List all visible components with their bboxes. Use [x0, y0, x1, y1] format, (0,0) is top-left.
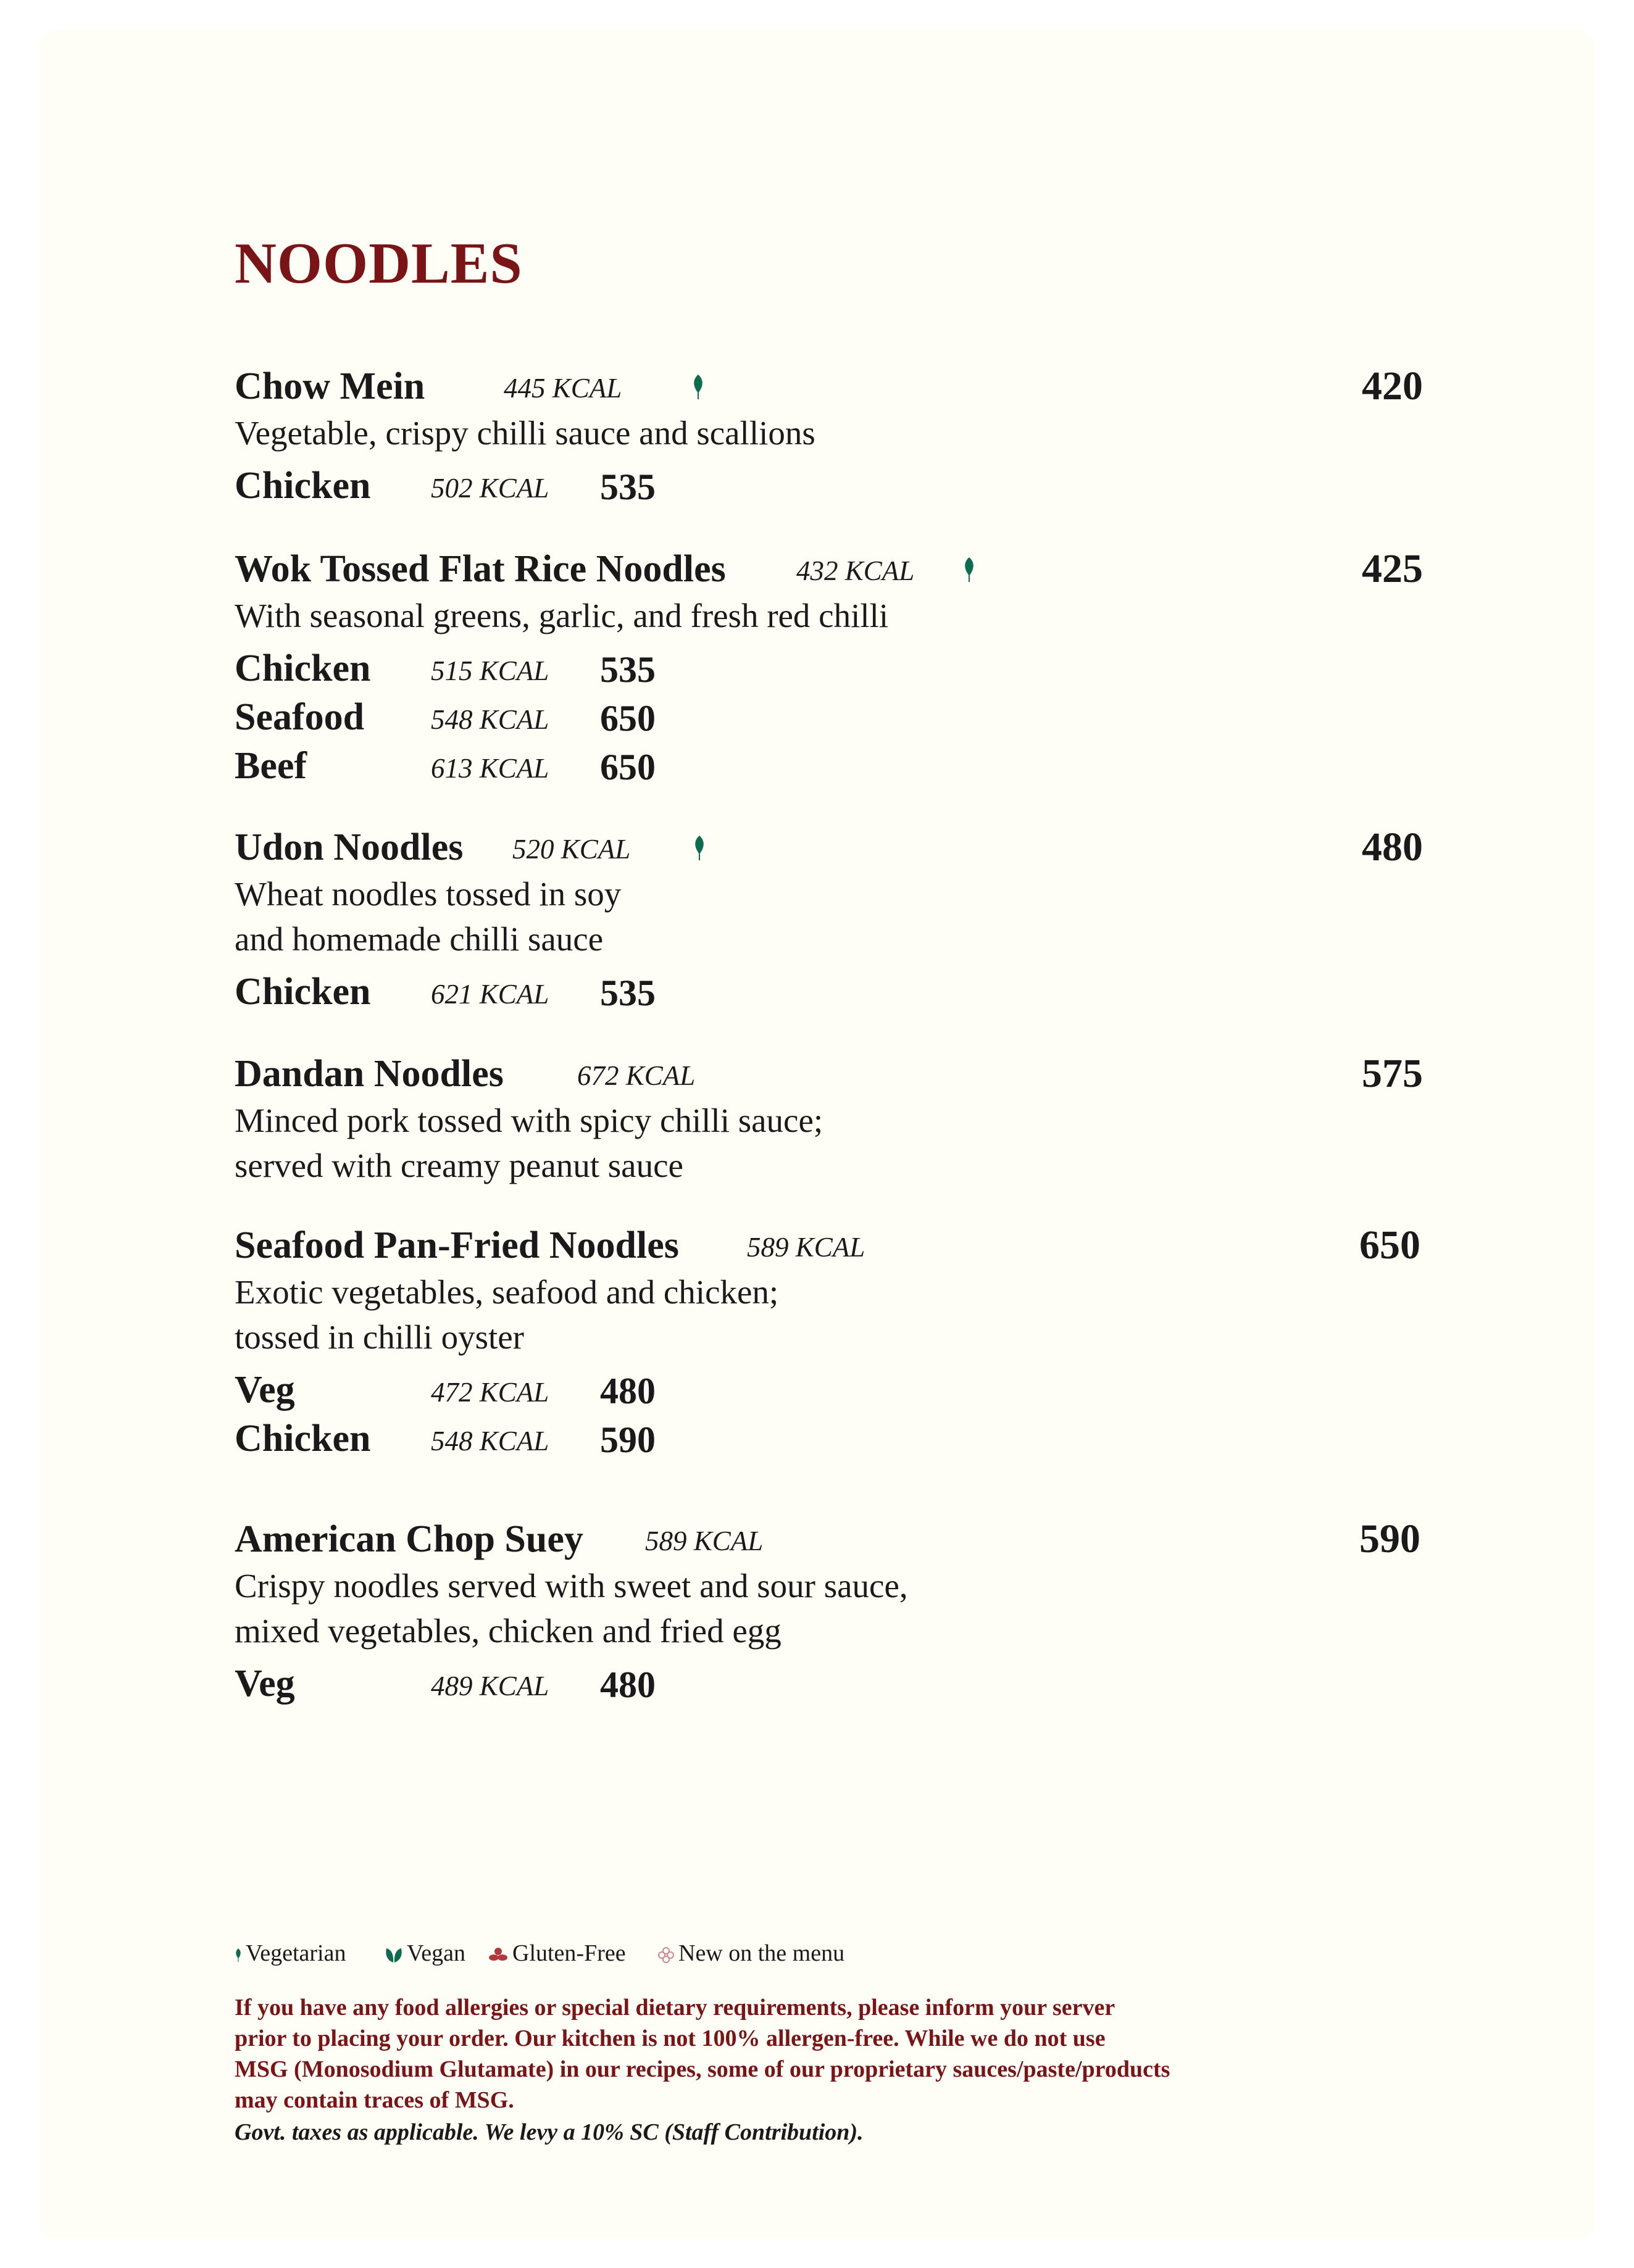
variant-kcal: 502 KCAL	[431, 473, 549, 504]
dish-name: Chow Mein	[235, 365, 425, 407]
variant-price: 650	[600, 747, 656, 787]
dish-header	[235, 1221, 1444, 1269]
dish-kcal: 589 KCAL	[747, 1232, 865, 1263]
dish-wok-tossed-flat-rice-noodles	[235, 545, 1444, 791]
variant-price: 650	[600, 698, 656, 739]
dish-price: 590	[1359, 1516, 1420, 1561]
dish-description: Vegetable, crispy chilli sauce and scallions	[235, 414, 815, 452]
variant-kcal: 548 KCAL	[431, 704, 549, 735]
dish-price: 425	[1362, 546, 1423, 591]
variant-name: Veg	[235, 1663, 295, 1705]
dish-description: and homemade chilli sauce	[235, 920, 604, 958]
gluten-free-icon	[488, 1946, 509, 1964]
allergy-note-line: If you have any food allergies or special dietary requirements, please inform your server	[235, 1995, 1115, 2021]
dish-udon-noodles	[235, 823, 1444, 1016]
vegan-leaves-icon	[385, 1946, 403, 1964]
dish-price: 650	[1359, 1223, 1420, 1268]
vegetarian-leaf-icon	[235, 1946, 242, 1964]
dish-description: mixed vegetables, chicken and fried egg	[235, 1612, 782, 1650]
dish-header	[235, 1050, 1444, 1098]
variant-name: Chicken	[235, 971, 371, 1013]
vegetarian-leaf-icon	[962, 556, 976, 583]
variant-price: 480	[600, 1371, 656, 1411]
variant-price: 590	[600, 1419, 656, 1460]
variant-beef	[235, 742, 1444, 791]
legend-vegetarian	[235, 1938, 346, 1969]
variant-price: 535	[600, 467, 656, 507]
dish-price: 420	[1362, 363, 1423, 409]
variant-name: Chicken	[235, 1418, 371, 1460]
vegetarian-leaf-icon	[691, 373, 705, 401]
dish-name: Dandan Noodles	[235, 1053, 504, 1095]
variant-name: Chicken	[235, 465, 371, 507]
dish-name: American Chop Suey	[235, 1518, 583, 1560]
variant-veg	[235, 1366, 1444, 1414]
new-on-menu-icon	[657, 1946, 675, 1964]
dish-header	[235, 362, 1444, 410]
legend-vegan	[385, 1938, 465, 1969]
legend-gluten-free	[488, 1938, 626, 1969]
variant-chicken	[235, 968, 1444, 1016]
dish-kcal: 520 KCAL	[512, 834, 631, 865]
section-title: NOODLES	[235, 231, 523, 296]
variant-name: Veg	[235, 1369, 295, 1411]
dish-price: 480	[1362, 825, 1423, 870]
variant-price: 535	[600, 649, 656, 690]
legend-label: New on the menu	[678, 1940, 845, 1966]
dish-seafood-pan-fried-noodles	[235, 1221, 1444, 1463]
legend-label: Vegan	[407, 1940, 465, 1966]
dish-kcal: 589 KCAL	[645, 1526, 764, 1556]
variant-kcal: 613 KCAL	[431, 753, 549, 784]
vegetarian-leaf-icon	[693, 834, 706, 862]
tax-note: Govt. taxes as applicable. We levy a 10% SC (Staff Contribution).	[235, 2119, 864, 2145]
variant-kcal: 548 KCAL	[431, 1426, 549, 1456]
variant-price: 480	[600, 1664, 656, 1705]
variant-price: 535	[600, 973, 656, 1013]
legend-new-on-menu	[657, 1938, 844, 1969]
dish-header	[235, 823, 1444, 871]
variant-name: Beef	[235, 745, 307, 787]
dish-name: Udon Noodles	[235, 826, 464, 868]
dish-kcal: 672 KCAL	[577, 1060, 696, 1091]
legend-label: Vegetarian	[246, 1940, 346, 1966]
dish-dandan-noodles	[235, 1050, 1444, 1188]
dish-name: Wok Tossed Flat Rice Noodles	[235, 548, 726, 590]
variant-kcal: 515 KCAL	[431, 655, 549, 686]
allergy-note	[235, 1992, 1358, 2116]
dish-description: tossed in chilli oyster	[235, 1318, 524, 1356]
dish-chow-mein	[235, 362, 1444, 510]
allergy-note-line: MSG (Monosodium Glutamate) in our recipes, some of our proprietary sauces/paste/products	[235, 2056, 1170, 2082]
legend-label: Gluten-Free	[512, 1940, 626, 1966]
variant-chicken	[235, 462, 1444, 510]
dish-description: With seasonal greens, garlic, and fresh red chilli	[235, 597, 889, 634]
allergy-note-line: prior to placing your order. Our kitchen is not 100% allergen-free. While we do not use	[235, 2025, 1106, 2051]
dish-description: Wheat noodles tossed in soy	[235, 875, 622, 913]
dish-description: Exotic vegetables, seafood and chicken;	[235, 1273, 779, 1311]
dish-header	[235, 545, 1444, 593]
variant-kcal: 472 KCAL	[431, 1377, 549, 1408]
dish-header	[235, 1515, 1444, 1563]
variant-veg	[235, 1659, 1444, 1708]
dish-description: Minced pork tossed with spicy chilli sauce;	[235, 1102, 823, 1139]
dish-kcal: 445 KCAL	[504, 373, 622, 404]
dish-name: Seafood Pan-Fried Noodles	[235, 1224, 679, 1266]
dish-description: Crispy noodles served with sweet and sour sauce,	[235, 1567, 908, 1605]
variant-name: Chicken	[235, 647, 371, 689]
variant-kcal: 621 KCAL	[431, 979, 549, 1010]
dish-description: served with creamy peanut sauce	[235, 1147, 683, 1184]
variant-name: Seafood	[235, 696, 365, 738]
variant-kcal: 489 KCAL	[431, 1671, 549, 1701]
dish-american-chop-suey	[235, 1515, 1444, 1708]
variant-seafood	[235, 693, 1444, 742]
dish-price: 575	[1362, 1051, 1423, 1096]
allergy-note-line: may contain traces of MSG.	[235, 2087, 514, 2113]
dish-kcal: 432 KCAL	[796, 555, 915, 586]
variant-chicken	[235, 644, 1444, 693]
variant-chicken	[235, 1414, 1444, 1463]
